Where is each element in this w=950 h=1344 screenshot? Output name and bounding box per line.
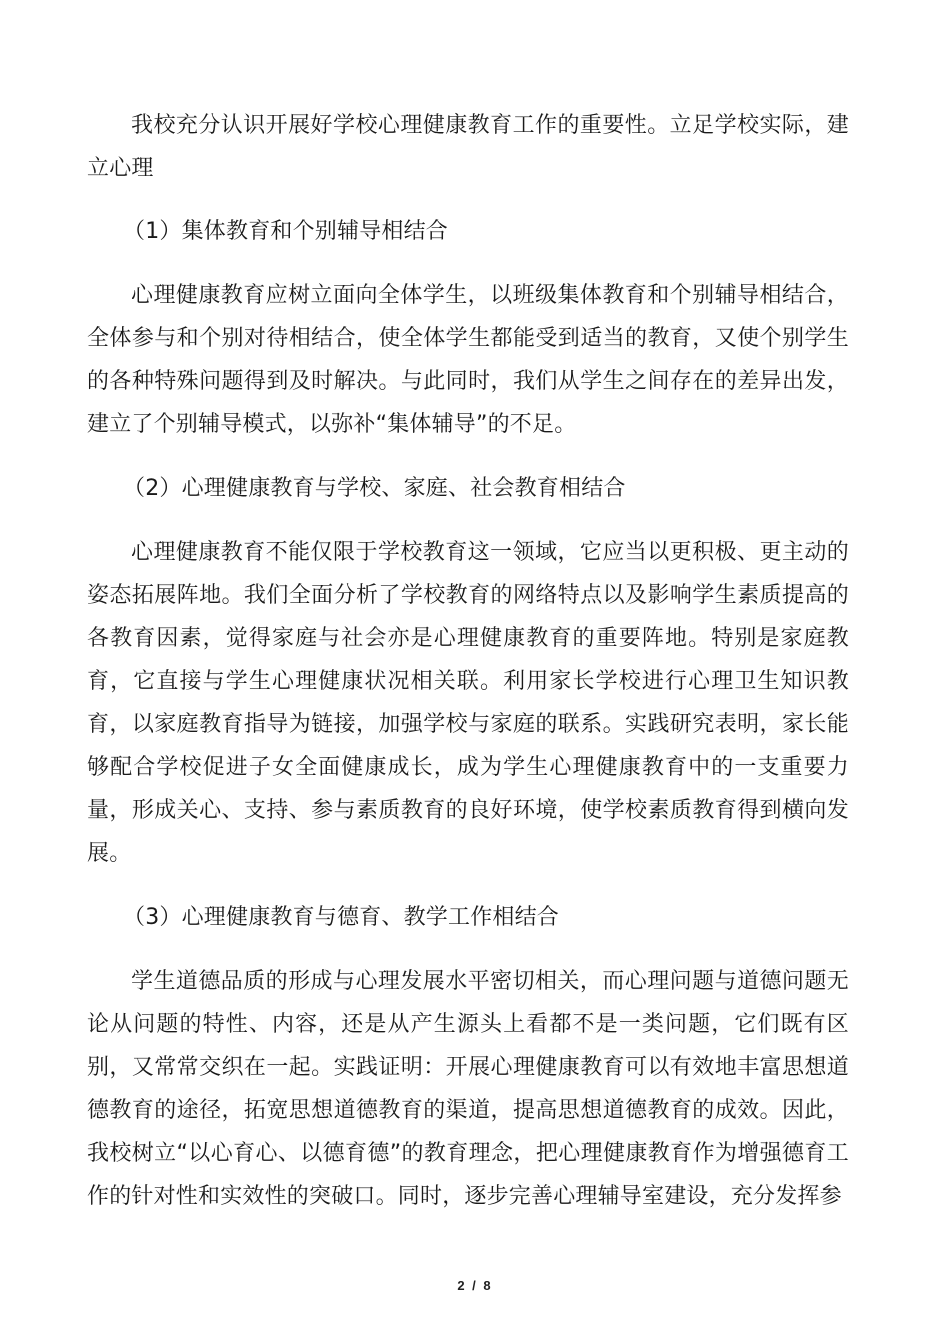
section-paragraph-1: 心理健康教育应树立面向全体学生，以班级集体教育和个别辅导相结合，全体参与和个别对待相结合，使全体学生都能受到适当的教育，又使个别学生的各种特殊问题得到及时解决。与此同时，我们从学生之间存在的差异出发，建立了个别辅导模式，以弥补“集体辅导”的不足。 [87,283,849,437]
section-heading-3: （3）心理健康教育与德育、教学工作相结合 [123,905,559,930]
document-body [87,104,849,1218]
section-paragraph-3: 学生道德品质的形成与心理发展水平密切相关，而心理问题与道德问题无论从问题的特性、内容，还是从产生源头上看都不是一类问题，它们既有区别，又常常交织在一起。实践证明：开展心理健康教育可以有效地丰富思想道德教育的途径，拓宽思想道德教育的渠道，提高思想道德教育的成效。因此，我校树立“以心育心、以德育德”的教育理念，把心理健康教育作为增强德育工作的针对性和实效性的突破口。同时，逐步完善心理辅导室建设，充分发挥参 [87,969,849,1209]
section-heading-1: （1）集体教育和个别辅导相结合 [123,219,448,244]
section-paragraph-2: 心理健康教育不能仅限于学校教育这一领域，它应当以更积极、更主动的姿态拓展阵地。我们全面分析了学校教育的网络特点以及影响学生素质提高的各教育因素，觉得家庭与社会亦是心理健康教育的重要阵地。特别是家庭教育，它直接与学生心理健康状况相关联。利用家长学校进行心理卫生知识教育，以家庭教育指导为链接，加强学校与家庭的联系。实践研究表明，家长能够配合学校促进子女全面健康成长，成为学生心理健康教育中的一支重要力量，形成关心、支持、参与素质教育的良好环境，使学校素质教育得到横向发展。 [87,540,849,866]
section-heading-2: （2）心理健康教育与学校、家庭、社会教育相结合 [123,476,626,501]
intro-paragraph: 我校充分认识开展好学校心理健康教育工作的重要性。立足学校实际，建立心理 [87,113,849,181]
page-number: 2 / 8 [457,1278,493,1293]
